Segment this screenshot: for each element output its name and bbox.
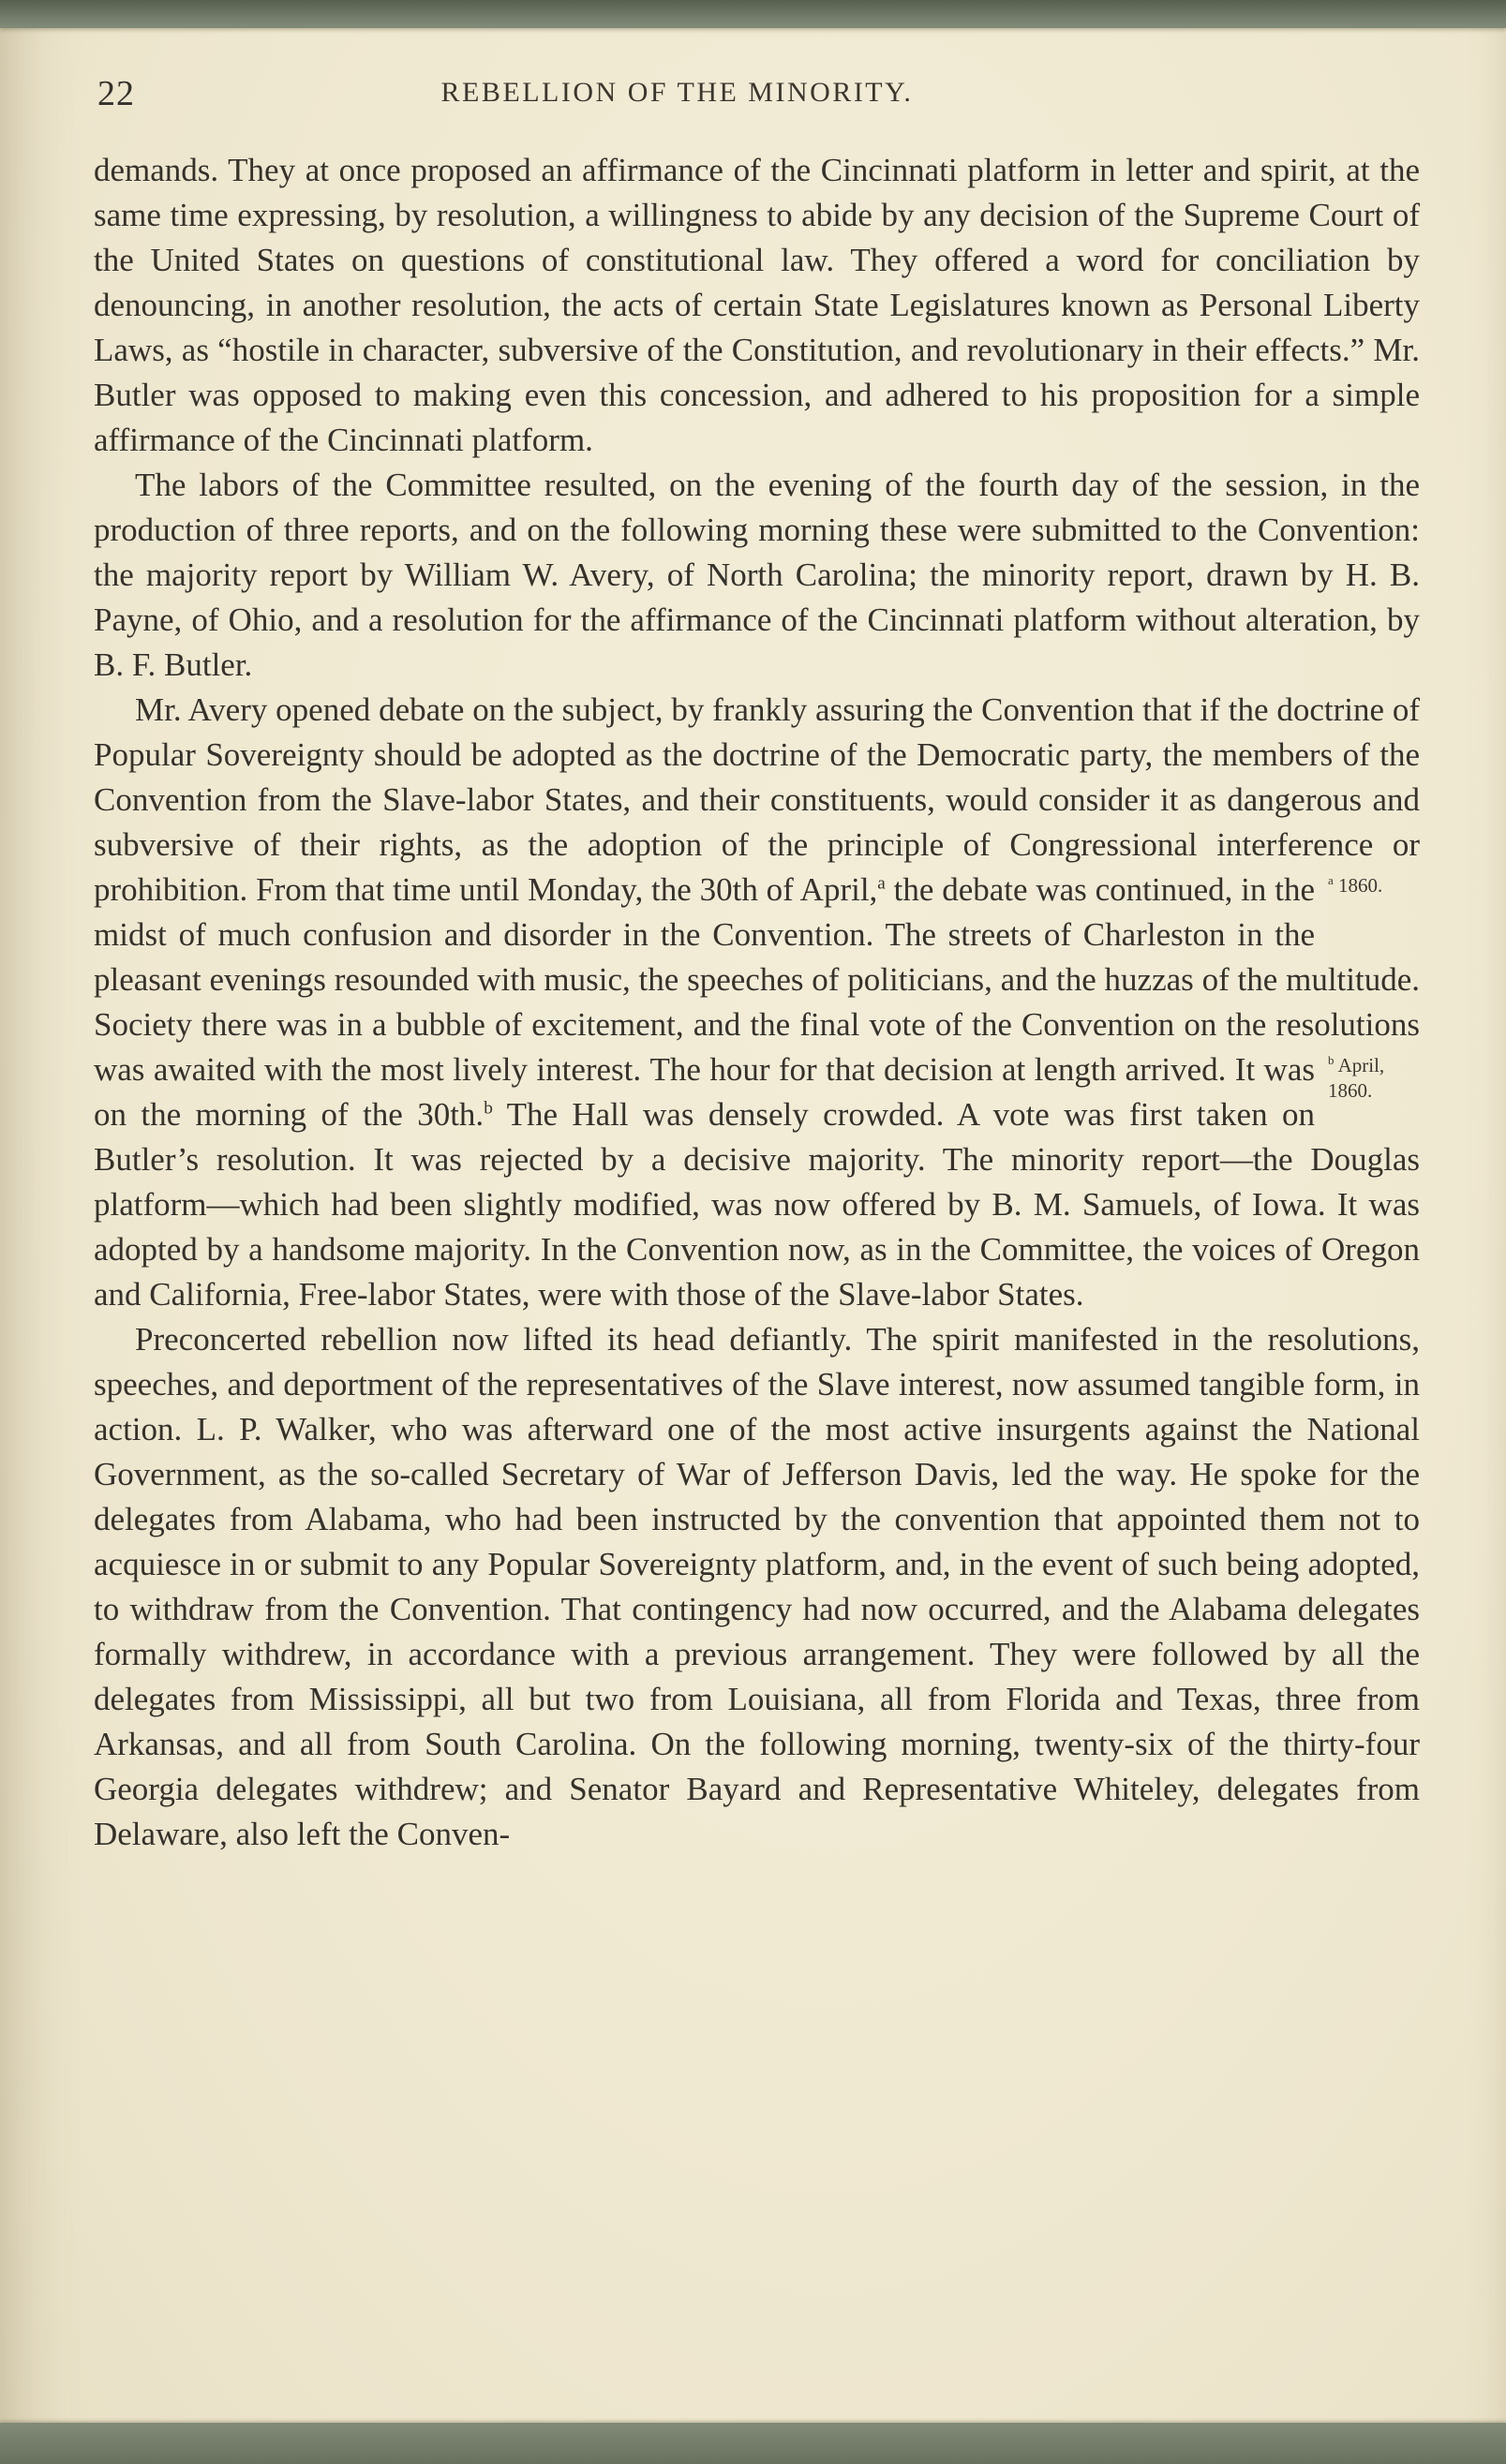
- scan-edge-top: [0, 0, 1506, 28]
- paragraph-2: The labors of the Committee resulted, on the evening of the fourth day of the session, in the production of three reports, and on the following morning these were submitted to the Convention: the majority report by William W. Avery, of North Carolina; the minority report, drawn by H. B. Payne, of Ohio, and a resolution for the affirmance of the Cincinnati platform without alteration, by B. F. Butler.: [94, 467, 1420, 683]
- sidenote-marker: b: [484, 1098, 493, 1119]
- sidenote-marker: a: [877, 873, 886, 894]
- running-header: REBELLION OF THE MINORITY.: [440, 77, 914, 108]
- paragraph-4: Preconcerted rebellion now lifted its head defiantly. The spirit manifested in the resolutions, speeches, and deportment of the representatives of the Slave interest, now assumed tangible form, in action. L. P. Walker, who was afterward one of the most active insurgents against the National Government, as the so-called Secretary of War of Jefferson Davis, led the way. He spoke for the delegates from Alabama, who had been instructed by the convention that appointed them not to acquiesce in or submit to any Popular Sovereignty platform, and, in the event of such being adopted, to withdraw from the Convention. That contingency had now occurred, and the Alabama delegates formally withdrew, in accordance with a previous arrangement. They were followed by all the delegates from Mississippi, all but two from Louisiana, all from Florida and Texas, three from Arkansas, and all from South Carolina. On the following morning, twenty-six of the thirty-four Georgia delegates withdrew; and Senator Bayard and Representative Whiteley, delegates from Delaware, also left the Conven-: [94, 1321, 1420, 1852]
- paragraph-1: demands. They at once proposed an affirmance of the Cincinnati platform in letter and spirit, at the same time expressing, by resolution, a willingness to abide by any decision of the Supreme Court of the United States on questions of constitutional law. They offered a word for conciliation by denouncing, in another resolution, the acts of certain State Legislatures known as Personal Liberty Laws, as “hostile in character, subversive of the Constitution, and revolutionary in their effects.” Mr. Butler was opposed to making even this concession, and adhered to his proposition for a simple affirmance of the Cincinnati platform.: [94, 152, 1420, 458]
- margin-sidenote: $^b$ April, 1860.: [1328, 1053, 1385, 1102]
- page-number: 22: [97, 74, 135, 113]
- book-page: [0, 28, 1506, 2423]
- paragraph-3: Mr. Avery opened debate on the subject, by frankly assuring the Convention that if the doctrine of Popular Sovereignty should be adopted as the doctrine of the Democratic party, the members of the Convention from the Slave-labor States, and their constituents, would consider it as dangerous and subversive of their rights, as the adoption of the principle of Congressional interference or prohibition. $^a$ 1860. From that time until Monday, the 30th of April,$^a$ the debate was continued, in the midst of much confusion and disorder in the Convention. The streets of Charleston in the pleasant evenings resounded with music, the speeches of politicians, and the huzzas of the multitude. Society there was in a bubble of excitement, and the final vote of the Convention on the resolutions was awaited with the most lively interest. $^b$ April, 1860. The hour for that decision at length arrived. It was on the morning of the 30th.$^b$ The Hall was densely crowded. A vote was first taken on Butler’s resolution. It was rejected by a decisive majority. The minority report—the Douglas platform—which had been slightly modified, was now offered by B. M. Samuels, of Iowa. It was adopted by a handsome majority. In the Convention now, as in the Committee, the voices of Oregon and California, Free-labor States, were with those of the Slave-labor States.: [94, 688, 1420, 1317]
- sidenote-marker: b: [1328, 1053, 1335, 1067]
- body-text: [94, 148, 1420, 1857]
- margin-sidenote: $^a$ 1860.: [1328, 873, 1383, 897]
- page-header: [94, 67, 1420, 127]
- scan-edge-bottom: [0, 2423, 1506, 2464]
- sidenote-marker: a: [1328, 873, 1334, 887]
